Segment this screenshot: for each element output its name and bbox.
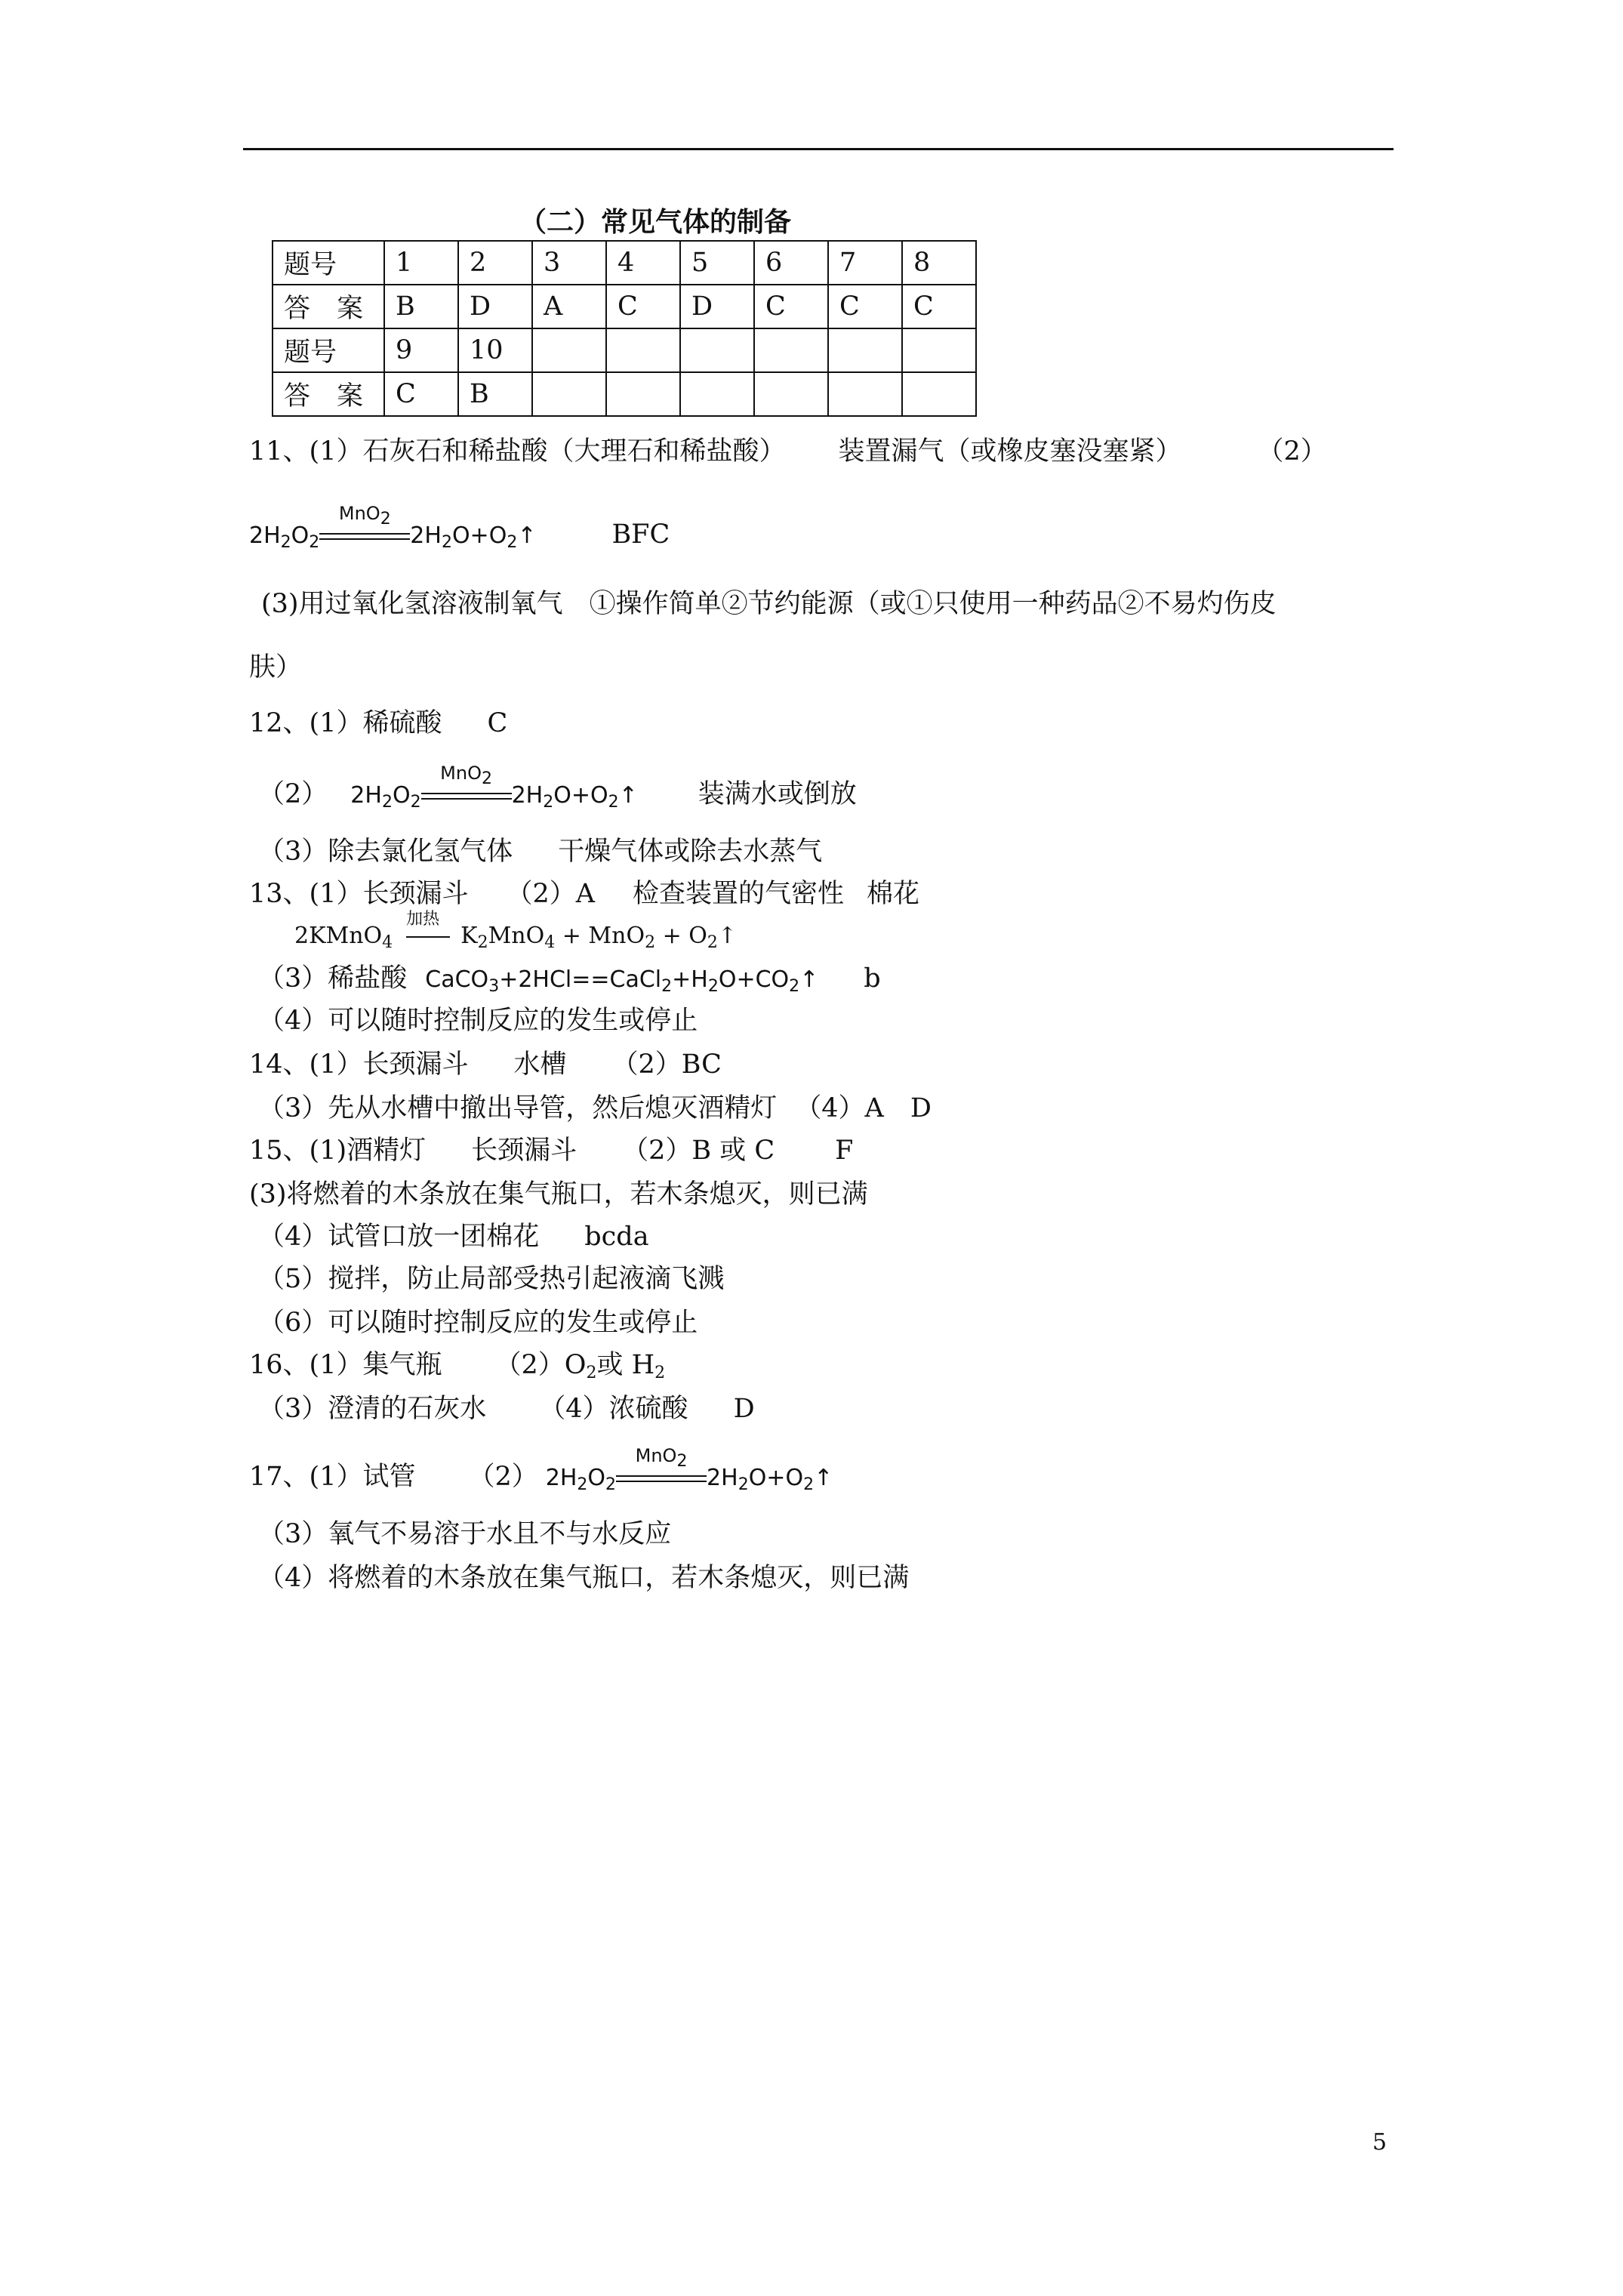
table-cell: C — [828, 285, 902, 328]
q13-line3: （3）稀盐酸 $CaCO_3+2HCl==CaCl_2+H_2O+CO_2↑$ b — [258, 963, 881, 996]
q16-line1: 16、(1）集气瓶 $(2)O_2$或 $H_2$ — [249, 1350, 666, 1382]
q11-part1: 11、(1）石灰石和稀盐酸（大理石和稀盐酸） — [249, 436, 786, 467]
table-row-header: 题号 — [273, 241, 384, 285]
table-row — [273, 285, 976, 328]
q17-line1: 17、(1）试管 （2） $2H_2O_2$ MnO$_2$ $2H_2O+O_2↑$ — [249, 1445, 833, 1494]
table-cell: 4 — [606, 241, 680, 285]
table-cell — [532, 372, 606, 416]
table-cell — [828, 328, 902, 372]
table-cell: C — [606, 285, 680, 328]
table-cell: 3 — [532, 241, 606, 285]
q15-line5: （6）可以随时控制反应的发生或停止 — [258, 1308, 698, 1338]
q12-line2: （2） $2H_2O_2$ MnO$_2$ $2H_2O+O_2↑$ 装满水或倒放 — [258, 763, 857, 812]
table-cell: D — [458, 285, 532, 328]
h2o2-equation: $2H_2O_2$ MnO$_2$ $2H_2O+O_2↑$ — [545, 1445, 833, 1494]
q15-line1: 15、(1)酒精灯 长颈漏斗 （2）B 或 C F — [249, 1136, 854, 1166]
q11-line2 — [249, 503, 670, 553]
caco3-equation: $CaCO_3+2HCl==CaCl_2+H_2O+CO_2↑$ — [425, 966, 819, 996]
kmno4-equation: 2KMnO$_4$ 加热 $K_2MnO_4 + MnO_2$ + $O_2↑$ — [294, 910, 738, 952]
table-cell: 8 — [902, 241, 976, 285]
table-cell — [606, 328, 680, 372]
table-cell — [902, 328, 976, 372]
table-cell: C — [384, 372, 458, 416]
table-cell: D — [680, 285, 754, 328]
q17-line3: （4）将燃着的木条放在集气瓶口，若木条熄灭，则已满 — [258, 1563, 910, 1593]
h2o2-equation: $2H_2O_2$ MnO$_2$ $2H_2O+O_2↑$ — [249, 503, 537, 552]
q12-line3: （3）除去氯化氢气体 干燥气体或除去水蒸气 — [258, 837, 823, 867]
table-cell: 7 — [828, 241, 902, 285]
q11-part2-label: （2） — [1257, 436, 1327, 467]
section-title: （二）常见气体的制备 — [519, 207, 792, 238]
q15-line4: （5）搅拌，防止局部受热引起液滴飞溅 — [258, 1264, 725, 1294]
table-cell: 1 — [384, 241, 458, 285]
q11-line3: (3)用过氧化氢溶液制氧气 ①操作简单②节约能源（或①只使用一种药品②不易灼伤皮 — [261, 589, 1277, 619]
q12-line1: 12、(1）稀硫酸 C — [249, 708, 508, 738]
table-row — [273, 241, 976, 285]
q17-line2: （3）氧气不易溶于水且不与水反应 — [258, 1519, 672, 1549]
table-cell: C — [902, 285, 976, 328]
q13-line1: 13、(1）长颈漏斗 （2）A 检查装置的气密性 棉花 — [249, 879, 920, 909]
table-cell — [606, 372, 680, 416]
header-rule — [243, 148, 1394, 150]
table-cell: 5 — [680, 241, 754, 285]
table-cell — [532, 328, 606, 372]
table-cell: A — [532, 285, 606, 328]
q11-line4: 肤） — [249, 652, 303, 683]
table-cell: 2 — [458, 241, 532, 285]
q11-device-order: BFC — [611, 519, 670, 550]
table-cell: 6 — [754, 241, 828, 285]
table-cell: 9 — [384, 328, 458, 372]
q14-line1: 14、(1）长颈漏斗 水槽 （2）BC — [249, 1049, 722, 1080]
table-cell — [828, 372, 902, 416]
h2o2-equation: $2H_2O_2$ MnO$_2$ $2H_2O+O_2↑$ — [350, 763, 638, 812]
table-cell: B — [458, 372, 532, 416]
table-cell — [754, 328, 828, 372]
table-cell — [680, 372, 754, 416]
table-row-header: 答 案 — [273, 285, 384, 328]
q16-line2: （3）澄清的石灰水 （4）浓硫酸 D — [258, 1394, 755, 1424]
table-cell: B — [384, 285, 458, 328]
table-cell — [680, 328, 754, 372]
page-number: 5 — [1372, 2129, 1387, 2156]
table-row — [273, 328, 976, 372]
table-row — [273, 372, 976, 416]
q11-line1 — [249, 435, 1327, 468]
q15-line3: （4）试管口放一团棉花 bcda — [258, 1222, 649, 1252]
table-row-header: 答 案 — [273, 372, 384, 416]
answer-table — [272, 240, 977, 417]
table-cell — [754, 372, 828, 416]
table-cell: 10 — [458, 328, 532, 372]
q13-line4: （4）可以随时控制反应的发生或停止 — [258, 1006, 698, 1036]
table-cell — [902, 372, 976, 416]
q14-line2: （3）先从水槽中撤出导管，然后熄灭酒精灯 （4）A D — [258, 1093, 932, 1123]
table-row-header: 题号 — [273, 328, 384, 372]
table-cell: C — [754, 285, 828, 328]
q11-part1-reason: 装置漏气（或橡皮塞没塞紧） — [838, 436, 1182, 467]
q15-line2: (3)将燃着的木条放在集气瓶口，若木条熄灭，则已满 — [249, 1179, 868, 1210]
